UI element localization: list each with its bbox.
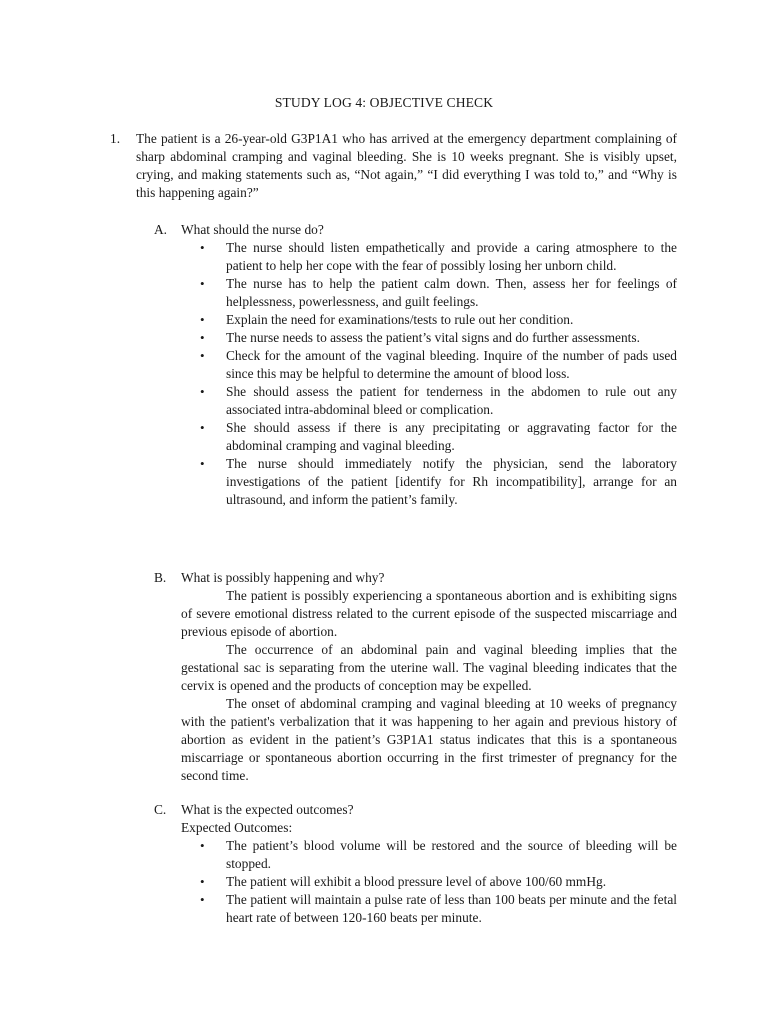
list-item-text: Explain the need for examinations/tests to rule out her condition. — [226, 312, 574, 327]
bullet-marker: • — [200, 892, 205, 907]
bullet-marker: • — [200, 276, 205, 291]
document-title: STUDY LOG 4: OBJECTIVE CHECK — [274, 95, 494, 110]
list-item-text: The nurse should listen empathetically and provide a caring atmosphere to the patient to help her cope with the fear of possibly losing her unborn child. — [226, 240, 677, 273]
question-number: 1. — [110, 131, 121, 146]
list-item-text: The patient’s blood volume will be restored and the source of bleeding will be stopped. — [226, 838, 677, 871]
list-item — [181, 239, 677, 275]
bullet-marker: • — [200, 240, 205, 255]
paragraph: The patient is possibly experiencing a spontaneous abortion and is exhibiting signs of severe emotional distress related to the current episode of the suspected miscarriage and previous episode of abortion. — [181, 588, 677, 639]
bullet-marker: • — [200, 330, 205, 345]
list-item — [181, 383, 677, 419]
list-item — [181, 455, 677, 509]
section-b-paragraphs — [181, 587, 677, 785]
list-item — [181, 347, 677, 383]
bullet-marker: • — [200, 420, 205, 435]
bullet-marker: • — [200, 348, 205, 363]
section-c-subheading: Expected Outcomes: — [181, 820, 293, 835]
list-item-text: The nurse should immediately notify the physician, send the laboratory investigations of the patient [identify for Rh incompatibility], arrange for an ultrasound, and inform the patient’s family. — [226, 456, 677, 507]
section-a-letter: A. — [154, 222, 168, 237]
list-item-text: The patient will exhibit a blood pressure level of above 100/60 mmHg. — [226, 874, 607, 889]
section-c-letter: C. — [154, 802, 167, 817]
list-item — [181, 891, 677, 927]
list-item-text: Check for the amount of the vaginal bleeding. Inquire of the number of pads used since this may be helpful to determine the amount of blood loss. — [226, 348, 677, 381]
list-item-text: The nurse needs to assess the patient’s vital signs and do further assessments. — [226, 330, 640, 345]
section-c-bullet-list — [181, 837, 677, 927]
list-item — [181, 837, 677, 873]
list-item-text: She should assess the patient for tenderness in the abdomen to rule out any associated intra-abdominal bleed or complication. — [226, 384, 677, 417]
bullet-marker: • — [200, 874, 205, 889]
bullet-marker: • — [200, 312, 205, 327]
list-item — [181, 275, 677, 311]
bullet-marker: • — [200, 838, 205, 853]
list-item — [181, 419, 677, 455]
bullet-marker: • — [200, 384, 205, 399]
section-c-heading: What is the expected outcomes? — [181, 802, 354, 817]
bullet-marker: • — [200, 456, 205, 471]
section-b-heading: What is possibly happening and why? — [181, 570, 385, 585]
paragraph: The onset of abdominal cramping and vaginal bleeding at 10 weeks of pregnancy with the patient's verbalization that it was happening to her again and previous history of abortion as evident in the patient’s G3P1A1 status indicates that this is a spontaneous miscarriage or spontaneous abortion occurring in the first trimester of pregnancy for the second time. — [181, 696, 677, 783]
list-item — [181, 329, 677, 347]
list-item-text: The patient will maintain a pulse rate of less than 100 beats per minute and the fetal heart rate of between 120-160 beats per minute. — [226, 892, 677, 925]
section-a-bullet-list — [181, 239, 677, 509]
paragraph: The occurrence of an abdominal pain and vaginal bleeding implies that the gestational sac is separating from the uterine wall. The vaginal bleeding indicates that the cervix is opened and the products of conception may be expelled. — [181, 642, 677, 693]
question-text: The patient is a 26-year-old G3P1A1 who has arrived at the emergency department complaining of sharp abdominal cramping and vaginal bleeding. She is 10 weeks pregnant. She is visibly upset, crying, and making statements such as, “Not again,” “I did everything I was told to,” and “Why is this happening again?” — [136, 131, 677, 200]
list-item — [181, 873, 677, 891]
section-b-letter: B. — [154, 570, 167, 585]
list-item-text: She should assess if there is any precipitating or aggravating factor for the abdominal cramping and vaginal bleeding. — [226, 420, 677, 453]
section-a-heading: What should the nurse do? — [181, 222, 324, 237]
list-item-text: The nurse has to help the patient calm down. Then, assess her for feelings of helplessness, powerlessness, and guilt feelings. — [226, 276, 677, 309]
list-item — [181, 311, 677, 329]
